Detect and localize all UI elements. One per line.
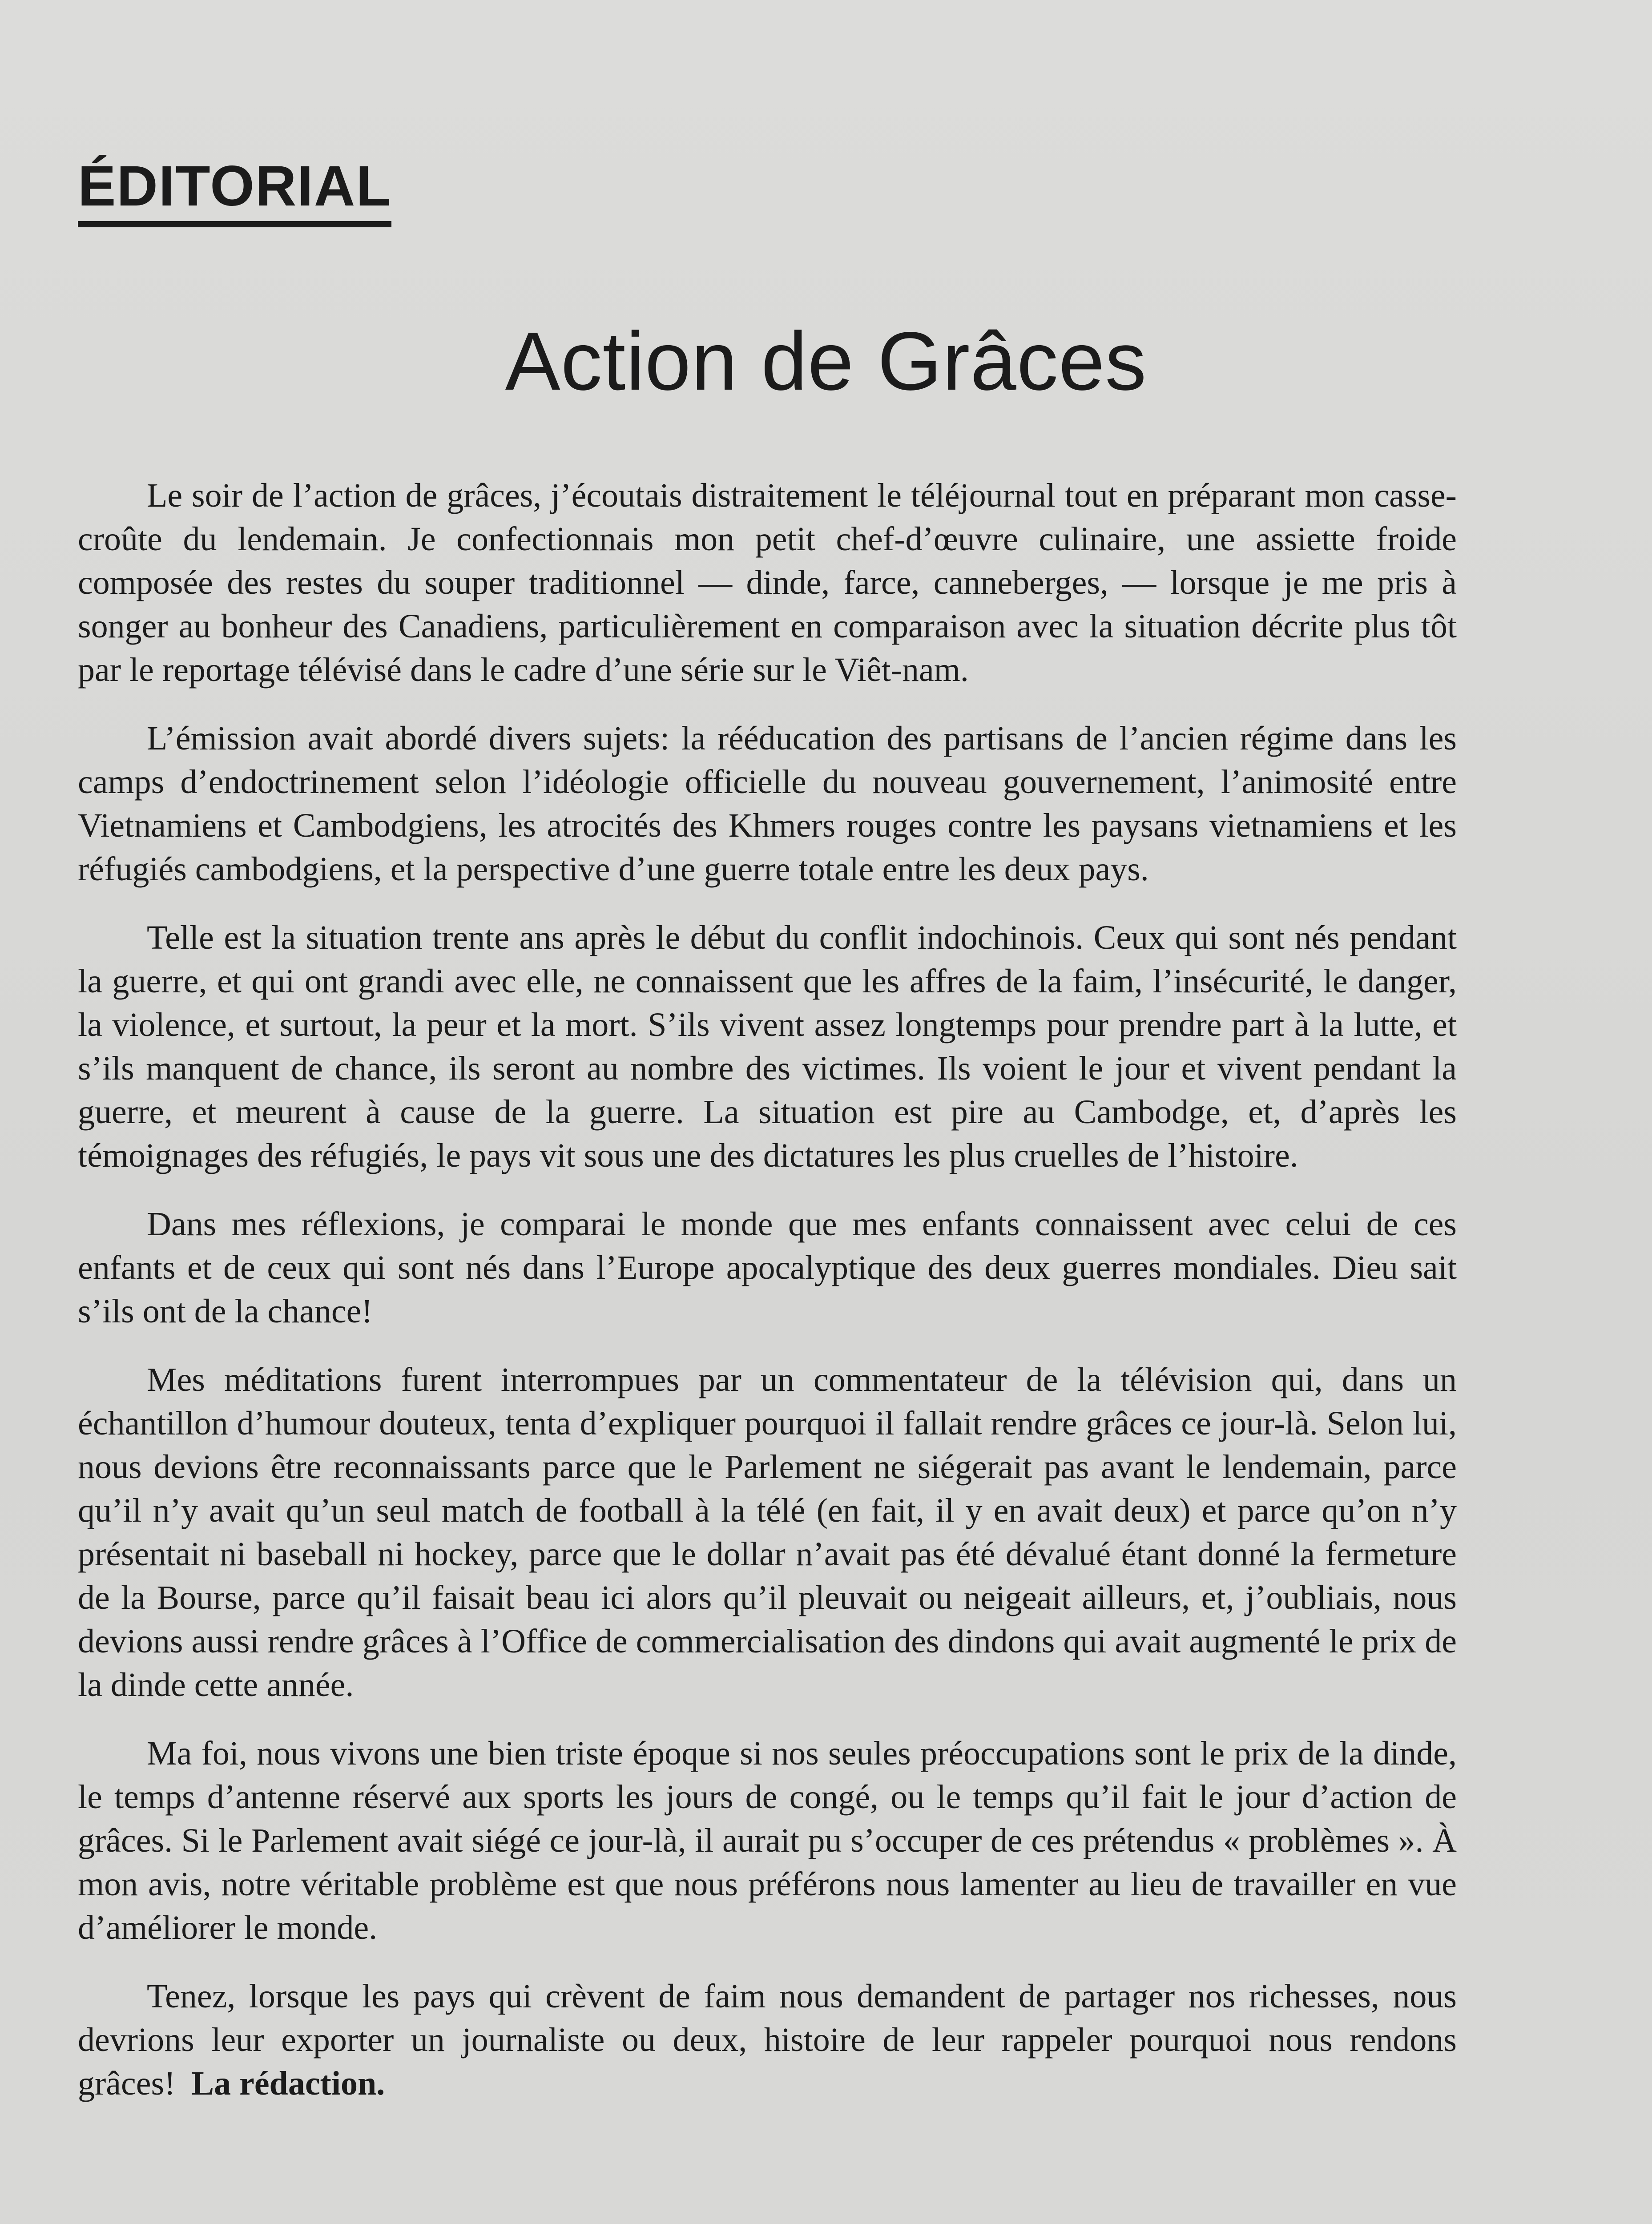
paragraph: Le soir de l’action de grâces, j’écoutais distraitement le téléjournal tout en préparant mon casse-croûte du lendemain. Je confectionnais mon petit chef-d’œuvre culinaire, une assiette froide composée des restes du souper traditionnel — dinde, farce, canneberges, — lorsque je me pris à songer au bonheur des Canadiens, particulièrement en comparaison avec la situation décrite plus tôt par le reportage télévisé dans le cadre d’une série sur le Viêt-nam.: [78, 477, 1457, 689]
paragraph-last: [78, 1974, 1457, 2105]
paragraph: L’émission avait abordé divers sujets: la rééducation des partisans de l’ancien régime dans les camps d’endoctrinement selon l’idéologie officielle du nouveau gouvernement, l’animosité entre Vietnamiens et Cambodgiens, les atrocités des Khmers rouges contre les paysans vietnamiens et les réfugiés cambodgiens, et la perspective d’une guerre totale entre les deux pays.: [78, 720, 1457, 888]
paragraph: Telle est la situation trente ans après le début du conflit indochinois. Ceux qui sont nés pendant la guerre, et qui ont grandi avec elle, ne connaissent que les affres de la faim, l’insécurité, le danger, la violence, et surtout, la peur et la mort. S’ils vivent assez longtemps pour prendre part à la lutte, et s’ils manquent de chance, ils seront au nombre des victimes. Ils voient le jour et vivent pendant la guerre, et meurent à cause de la guerre. La situation est pire au Cambodge, et, d’après les témoignages des réfugiés, le pays vit sous une des dictatures les plus cruelles de l’histoire.: [78, 919, 1457, 1174]
paragraph: Mes méditations furent interrompues par un commentateur de la télévision qui, dans un échantillon d’humour douteux, tenta d’expliquer pourquoi il fallait rendre grâces ce jour-là. Selon lui, nous devions être reconnaissants parce que le Parlement ne siégerait pas avant le lendemain, parce qu’il n’y avait qu’un seul match de football à la télé (en fait, il y en avait deux) et parce qu’on n’y présentait ni baseball ni hockey, parce que le dollar n’avait pas été dévalué étant donné la fermeture de la Bourse, parce qu’il faisait beau ici alors qu’il pleuvait ou neigeait ailleurs, et, j’oubliais, nous devions aussi rendre grâces à l’Office de commercialisation des dindons qui avait augmenté le prix de la dinde cette année.: [78, 1361, 1457, 1704]
signature: La rédaction.: [191, 2065, 385, 2102]
article-title: Action de Grâces: [505, 315, 1147, 407]
section-kicker: ÉDITORIAL: [78, 158, 391, 227]
paragraph: Ma foi, nous vivons une bien triste époque si nos seules préoccupations sont le prix de la dinde, le temps d’antenne réservé aux sports les jours de congé, ou le temps qu’il fait le jour d’action de grâces. Si le Parlement avait siégé ce jour-là, il aurait pu s’occuper de ces prétendus « problèmes ». À mon avis, notre véritable problème est que nous préférons nous lamenter au lieu de travailler en vue d’améliorer le monde.: [78, 1735, 1457, 1946]
paragraph: Dans mes réflexions, je comparai le monde que mes enfants connaissent avec celui de ces enfants et de ceux qui sont nés dans l’Europe apocalyptique des deux guerres mondiales. Dieu sait s’ils ont de la chance!: [78, 1205, 1457, 1330]
paragraph-text: Tenez, lorsque les pays qui crèvent de faim nous demandent de partager nos richesses, nous devrions leur exporter un journaliste ou deux, histoire de leur rappeler pourquoi nous rendons grâces!: [78, 1978, 1457, 2102]
article-body: [78, 474, 1457, 2130]
